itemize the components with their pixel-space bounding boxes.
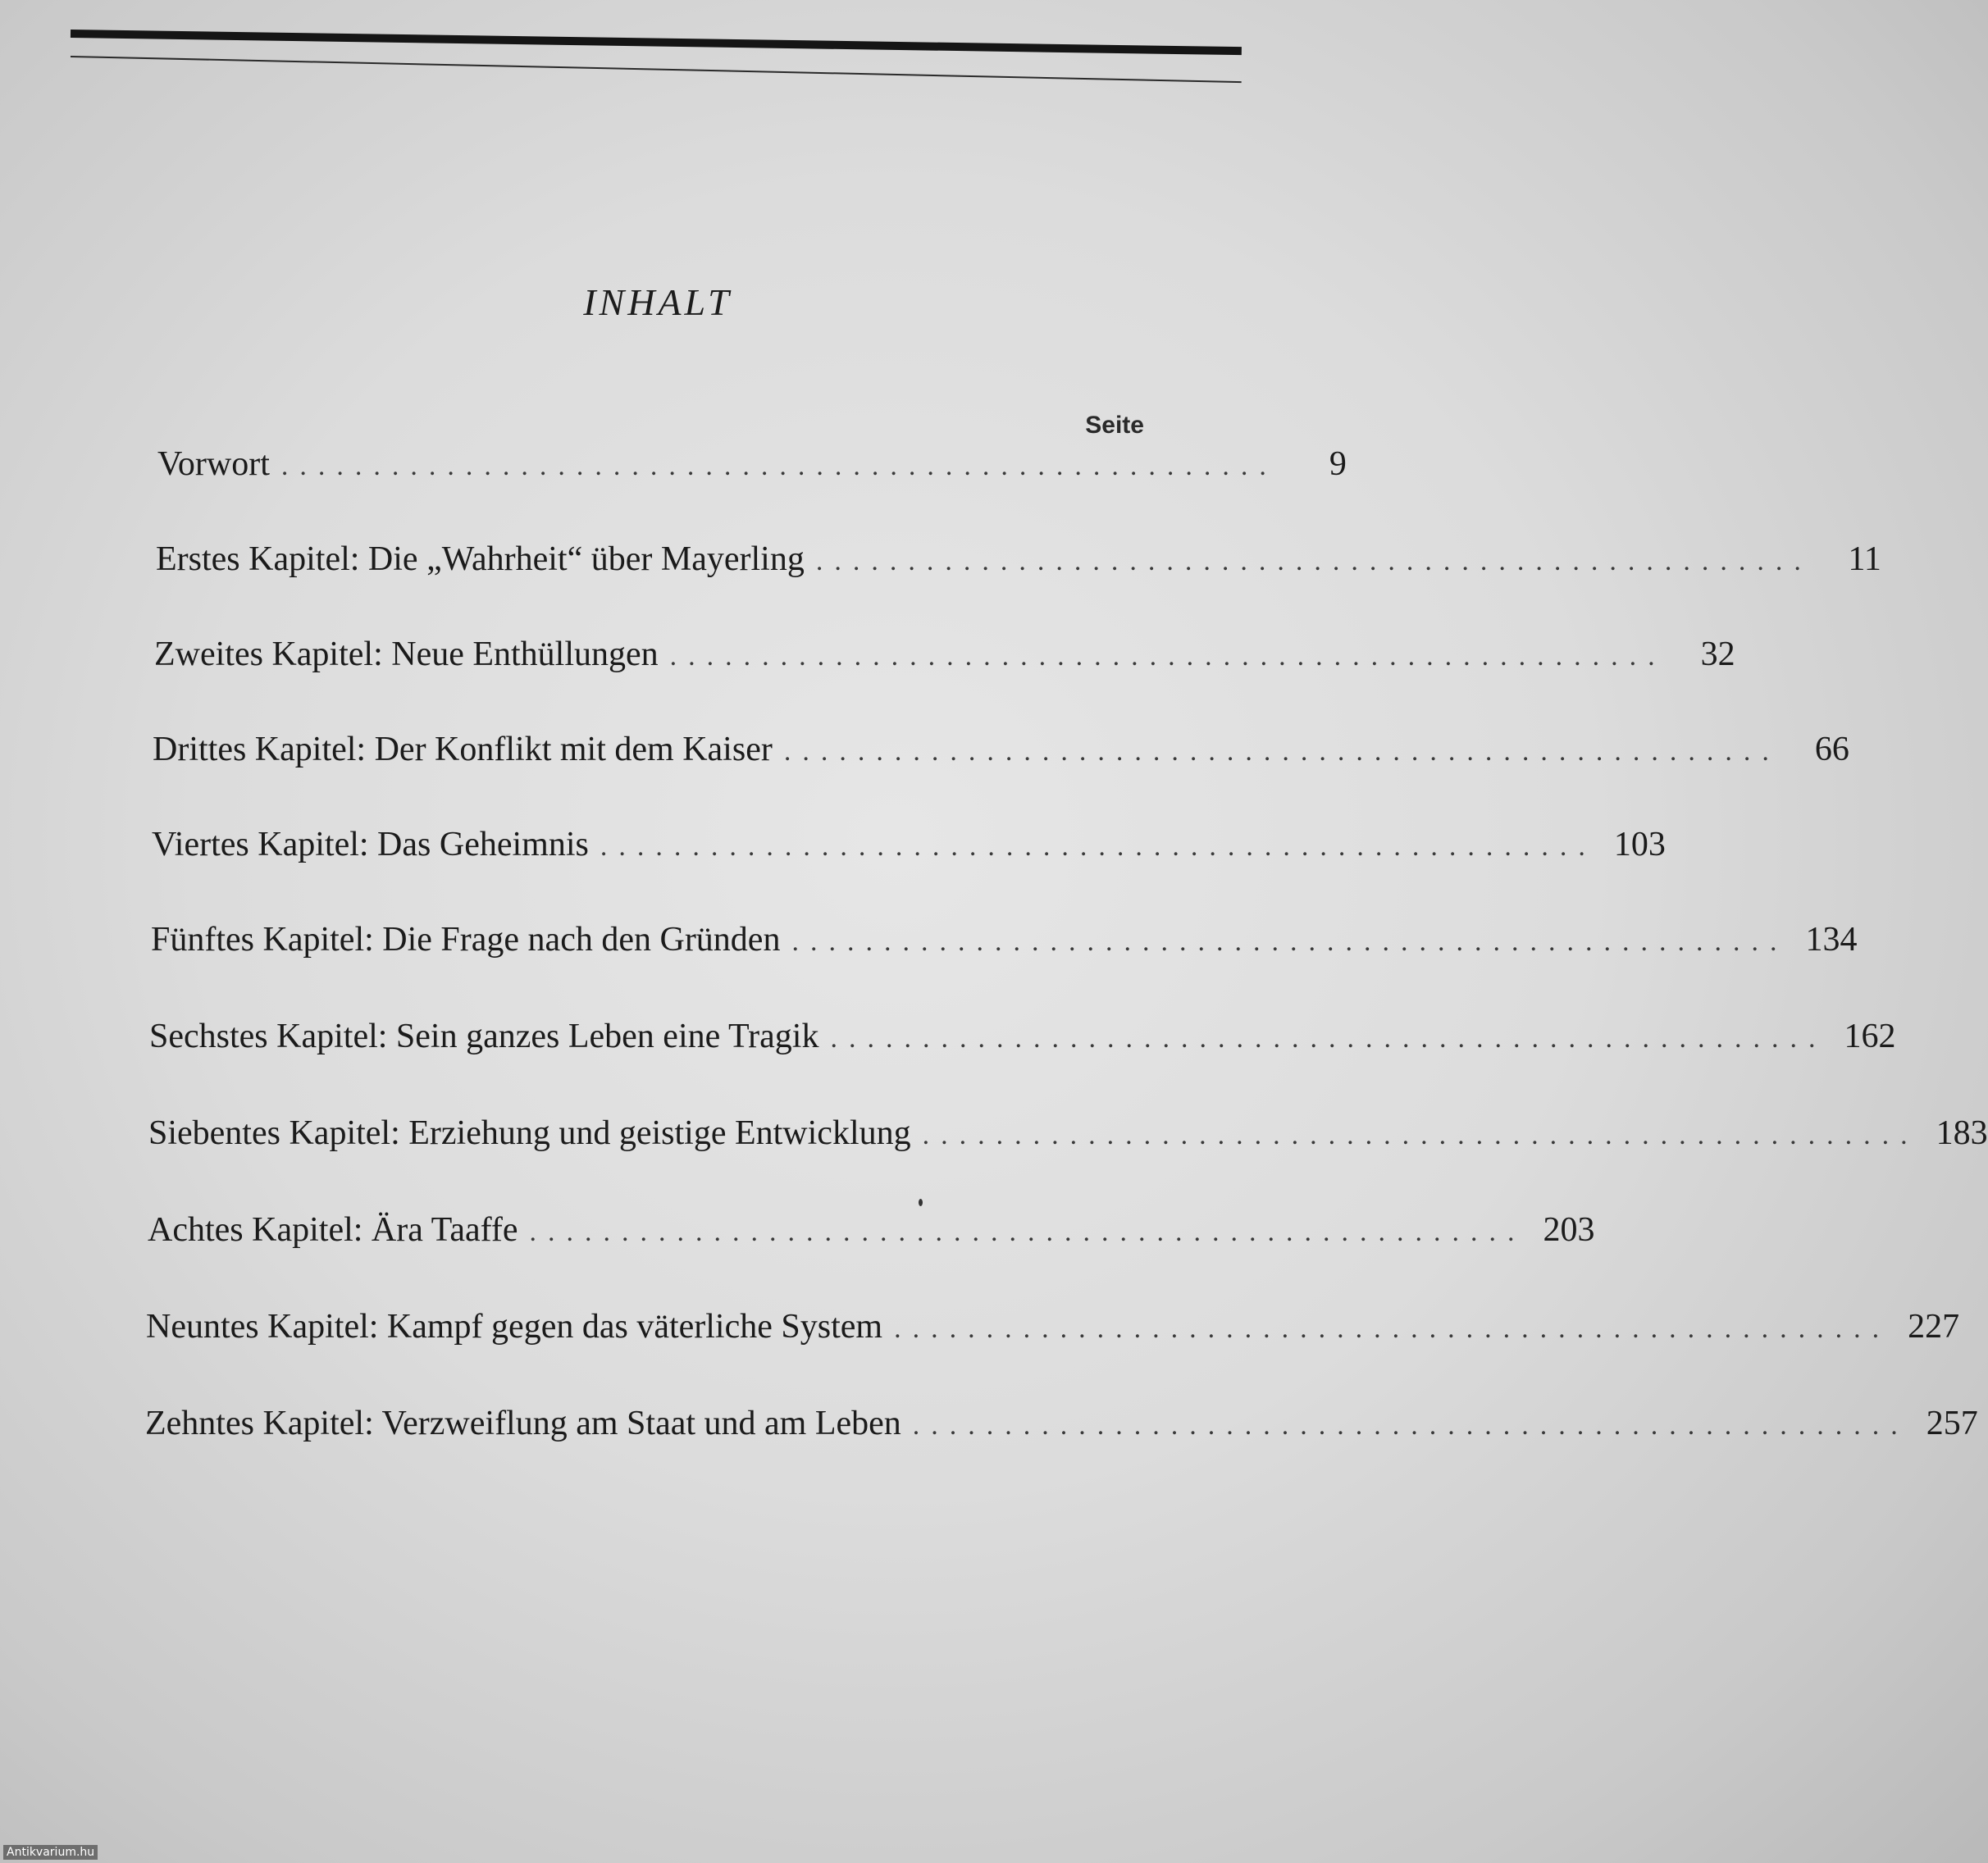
toc-entry-page: 162 <box>1844 1018 1896 1055</box>
toc-entry-label: Erstes Kapitel: Die „Wahrheit“ über Mayerling <box>156 540 805 578</box>
toc-leader-dots: ...................................................... <box>922 1120 1919 1150</box>
toc-entry-label: Drittes Kapitel: Der Konflikt mit dem Kaiser <box>153 731 773 768</box>
toc-entry-page: 203 <box>1543 1211 1595 1249</box>
toc-entry-label: Achtes Kapitel: Ära Taaffe <box>148 1211 518 1249</box>
page-column-header: Seite <box>1085 412 1144 439</box>
toc-entry <box>149 1017 1896 1066</box>
toc-entry-page: 9 <box>1329 445 1347 483</box>
toc-entry-label: Zweites Kapitel: Neue Enthüllungen <box>154 635 659 673</box>
toc-leader-dots: ...................................................... <box>529 1217 1526 1247</box>
toc-entry-page: 32 <box>1700 635 1735 673</box>
toc-entry <box>154 635 1735 684</box>
toc-entry <box>146 1307 1960 1356</box>
toc-entry-label: Siebentes Kapitel: Erziehung und geistige Entwicklung <box>148 1114 911 1152</box>
toc-entry <box>156 540 1881 589</box>
toc-leader-dots: ...................................................... <box>600 831 1597 862</box>
toc-entry <box>148 1210 1595 1259</box>
toc-leader-dots: ...................................................... <box>280 451 1278 481</box>
toc-leader-dots: ...................................................... <box>830 1023 1827 1054</box>
toc-entry-label: Viertes Kapitel: Das Geheimnis <box>152 826 589 863</box>
toc-leader-dots: ...................................................... <box>783 736 1781 767</box>
toc-leader-dots: ...................................................... <box>791 927 1789 957</box>
toc-entry <box>151 920 1858 969</box>
toc-entry <box>157 444 1347 494</box>
toc-entry-label: Neuntes Kapitel: Kampf gegen das väterliche System <box>146 1308 883 1346</box>
toc-entry-label: Vorwort <box>157 445 270 483</box>
toc-leader-dots: ...................................................... <box>894 1314 1891 1344</box>
toc-entry <box>153 730 1849 779</box>
page-title: INHALT <box>583 281 732 323</box>
toc-entry-page: 66 <box>1814 731 1849 768</box>
toc-entry <box>152 825 1666 874</box>
toc-entry <box>148 1114 1988 1163</box>
toc-entry-page: 11 <box>1848 540 1881 578</box>
toc-entry <box>145 1404 1978 1453</box>
toc-entry-label: Zehntes Kapitel: Verzweiflung am Staat und am Leben <box>145 1405 901 1442</box>
ink-speck <box>919 1199 923 1206</box>
toc-leader-dots: ...................................................... <box>815 546 1812 576</box>
toc-leader-dots: ...................................................... <box>912 1410 1909 1441</box>
toc-entry-label: Fünftes Kapitel: Die Frage nach den Gründen <box>151 921 781 959</box>
toc-leader-dots: ...................................................... <box>669 641 1667 672</box>
toc-entry-page: 183 <box>1936 1114 1988 1152</box>
toc-entry-label: Sechstes Kapitel: Sein ganzes Leben eine Tragik <box>149 1018 819 1055</box>
toc-entry-page: 134 <box>1805 921 1858 959</box>
toc-entry-page: 227 <box>1908 1308 1960 1346</box>
watermark: Antikvarium.hu <box>3 1845 98 1860</box>
toc-entry-page: 103 <box>1613 826 1666 863</box>
toc-entry-page: 257 <box>1926 1405 1978 1442</box>
